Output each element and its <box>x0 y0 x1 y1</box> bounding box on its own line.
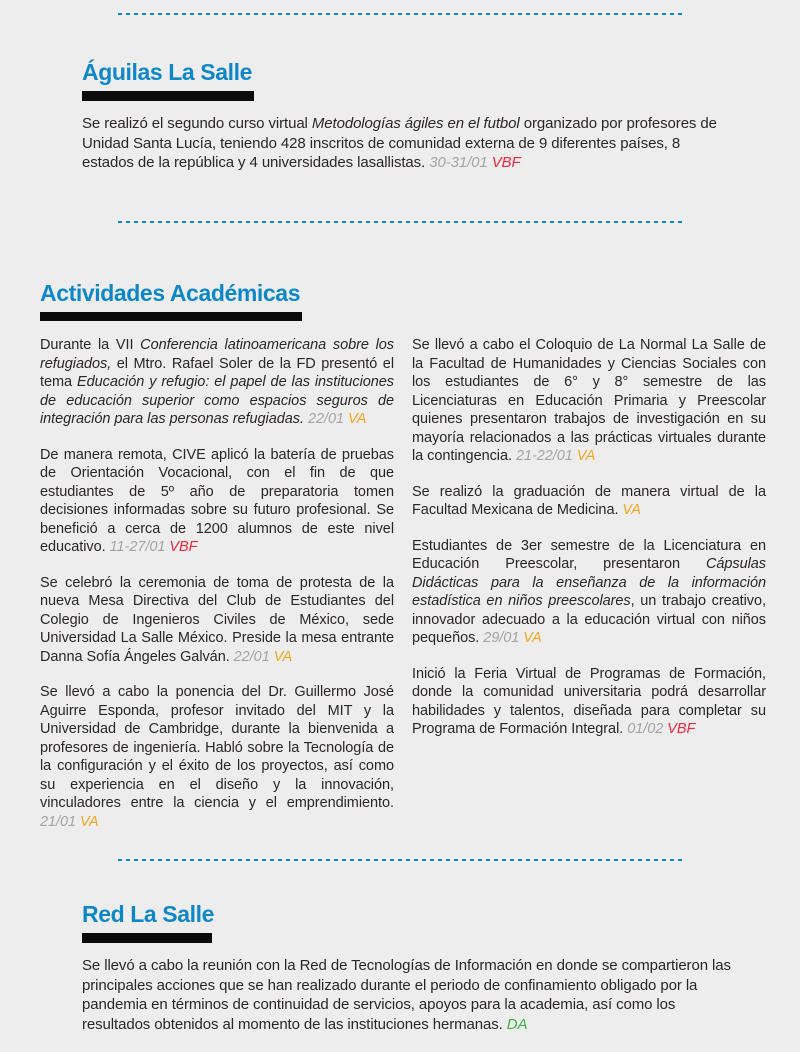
section-red-la-salle <box>82 902 732 1034</box>
news-item: Se llevó a cabo la ponencia del Dr. Guillermo José Aguirre Esponda, profesor invitado del MIT y la Universidad de Cambridge, durante la bienvenida a profesores de ingeniería. Habló sobre la Tecnología de la configuración y el éxito de los proyectos, así como su experiencia en el diseño y la innovación, vinculadores entre la ciencia y el emprendimiento. 21/01 VA <box>40 684 394 830</box>
dashed-divider-bottom <box>118 859 686 861</box>
news-item: Se celebró la ceremonia de toma de protesta de la nueva Mesa Directiva del Club de Estudiantes del Colegio de Ingenieros Civiles de México, sede Universidad La Salle México. Preside la mesa entrante Danna Sofía Ángeles Galván. 22/01 VA <box>40 574 394 665</box>
two-column-layout <box>40 336 766 848</box>
section-actividades-academicas <box>40 281 766 848</box>
dashed-divider-middle <box>118 221 686 223</box>
aguilas-news-paragraph: Se realizó el segundo curso virtual Metodologías ágiles en el futbol organizado por profesores de Unidad Santa Lucía, teniendo 428 inscritos de comunidad externa de 9 diferentes países, 8 estados de la república y 4 universidades lasallistas. 30-31/01 VBF <box>82 115 717 172</box>
left-column <box>40 336 394 848</box>
section-title-red-la-salle: Red La Salle <box>82 901 214 927</box>
section-title-aguilas: Águilas La Salle <box>82 59 252 85</box>
title-underline-bar-aguilas <box>82 91 254 101</box>
section-aguilas-la-salle <box>82 60 734 173</box>
title-underline-bar-red-la-salle <box>82 933 212 943</box>
red-la-salle-news-paragraph: Se llevó a cabo la reunión con la Red de Tecnologías de Información en donde se compartieron las principales acciones que se han realizado durante el periodo de confinamiento obligado por la pandemia en términos de continuidad de servicios, apoyos para la academia, así como los resultados obtenidos al momento de las instituciones hermanas. DA <box>82 957 731 1033</box>
news-item: Estudiantes de 3er semestre de la Licenciatura en Educación Preescolar, presentaron Cápsulas Didácticas para la enseñanza de la información estadística en niños preescolares, un trabajo creativo, innovador adecuado a la educación virtual con niños pequeños. 29/01 VA <box>412 537 766 647</box>
section-title-academicas: Actividades Académicas <box>40 280 301 306</box>
title-underline-bar-academicas <box>40 312 302 321</box>
news-item: Inició la Feria Virtual de Programas de Formación, donde la comunidad universitaria podrá desarrollar habilidades y talentos, diseñada para completar su Programa de Formación Integral. 01/02 VBF <box>412 665 766 738</box>
news-item: Durante la VII Conferencia latinoamericana sobre los refugiados, el Mtro. Rafael Soler de la FD presentó el tema Educación y refugio: el papel de las instituciones de educación superior como espacios seguros de integración para las personas refugiadas. 22/01 VA <box>40 337 395 428</box>
news-item: Se realizó la graduación de manera virtual de la Facultad Mexicana de Medicina. VA <box>412 483 766 519</box>
news-item: De manera remota, CIVE aplicó la batería de pruebas de Orientación Vocacional, con el fin de que estudiantes de 5º año de preparatoria tomen decisiones informadas sobre su futuro profesional. Se benefició a cerca de 1200 alumnos de este nivel educativo. 11-27/01 VBF <box>40 446 394 556</box>
dashed-divider-top <box>118 13 686 15</box>
news-item: Se llevó a cabo el Coloquio de La Normal La Salle de la Facultad de Humanidades y Ciencias Sociales con los estudiantes de 6° y 8° semestre de las Licenciaturas en Educación Primaria y Preescolar quienes presentaron trabajos de investigación en su mayoría relacionados a las prácticas virtuales durante la contingencia. 21-22/01 VA <box>412 337 766 465</box>
right-column <box>412 336 766 848</box>
